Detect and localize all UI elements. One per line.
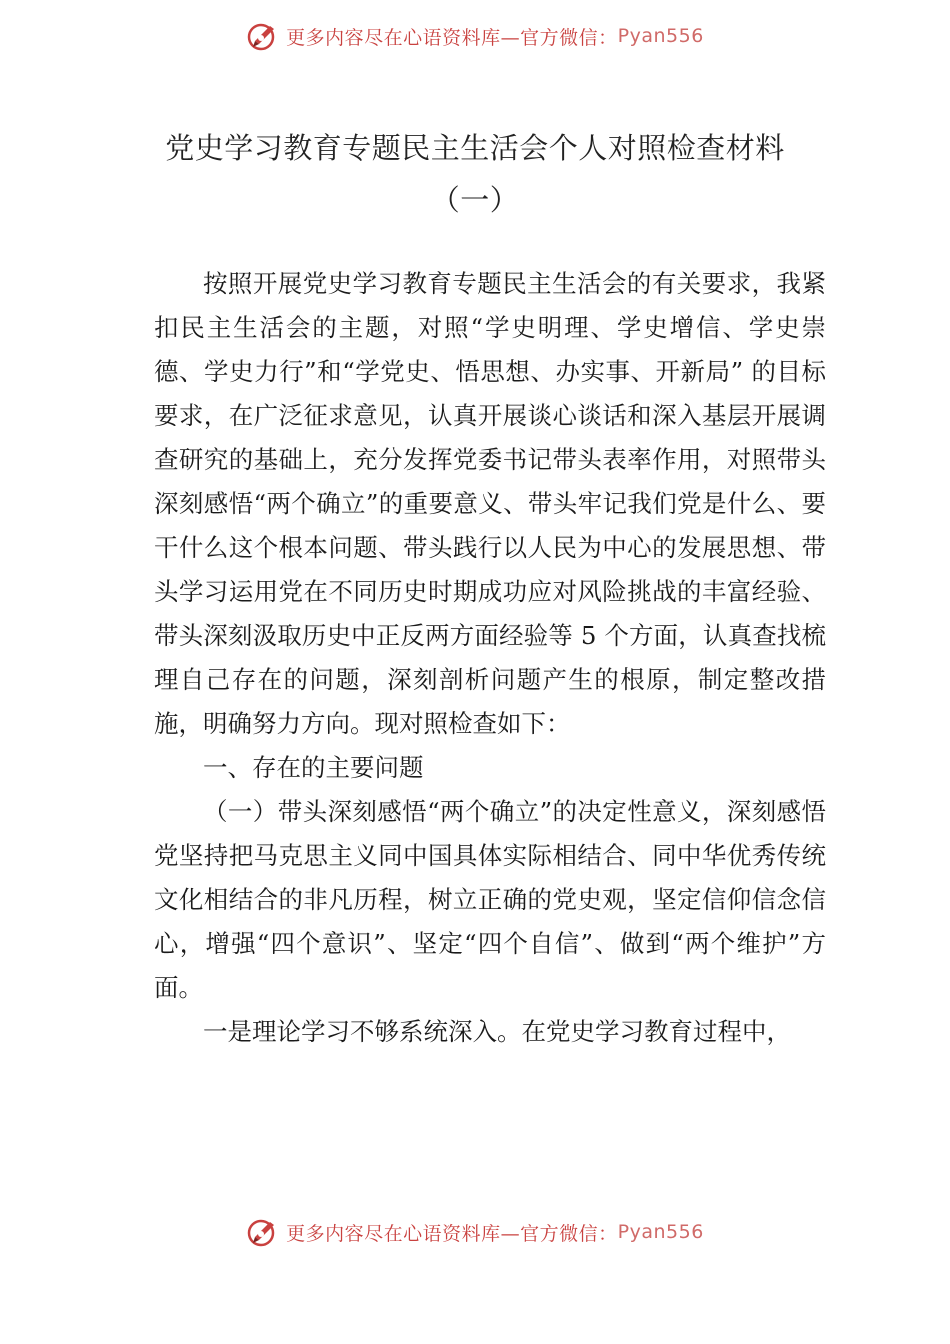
document-title-number: （一） bbox=[430, 183, 520, 217]
watermark-wechat-id: Pyan556 bbox=[617, 25, 704, 47]
section-heading: 一、存在的主要问题 bbox=[203, 753, 424, 782]
point-paragraph: 一是理论学习不够系统深入。在党史学习教育过程中， bbox=[203, 1017, 791, 1046]
watermark-wechat-id: Pyan556 bbox=[617, 1221, 704, 1243]
document-body bbox=[154, 262, 826, 1054]
pen-seal-icon bbox=[246, 19, 280, 53]
subsection-paragraph: （一）带头深刻感悟“两个确立”的决定性意义，深刻感悟党坚持把马克思主义同中国具体实际相结合、同中华优秀传统文化相结合的非凡历程，树立正确的党史观，坚定信仰信念信心，增强“四个意识”、坚定“四个自信”、做到“两个维护”方面。 bbox=[154, 797, 826, 1002]
pen-seal-icon bbox=[246, 1215, 280, 1249]
watermark-text: 更多内容尽在心语资料库—官方微信： bbox=[286, 1222, 618, 1245]
header-watermark bbox=[0, 16, 950, 56]
watermark-text: 更多内容尽在心语资料库—官方微信： bbox=[286, 26, 618, 49]
document-title: 党史学习教育专题民主生活会个人对照检查材料 bbox=[165, 131, 785, 165]
intro-paragraph: 按照开展党史学习教育专题民主生活会的有关要求，我紧扣民主生活会的主题，对照“学史明理、学史增信、学史崇德、学史力行”和“学党史、悟思想、办实事、开新局” 的目标要求，在广泛征求意见，认真开展谈心谈话和深入基层开展调查研究的基础上，充分发挥党委书记带头表率作用，对照带头深刻感悟“两个确立”的重要意义、带头牢记我们党是什么、要干什么这个根本问题、带头践行以人民为中心的发展思想、带头学习运用党在不同历史时期成功应对风险挑战的丰富经验、带头深刻汲取历史中正反两方面经验等 5 个方面，认真查找梳理自己存在的问题，深刻剖析问题产生的根原，制定整改措施，明确努力方向。现对照检查如下： bbox=[154, 269, 826, 738]
footer-watermark bbox=[0, 1212, 950, 1252]
